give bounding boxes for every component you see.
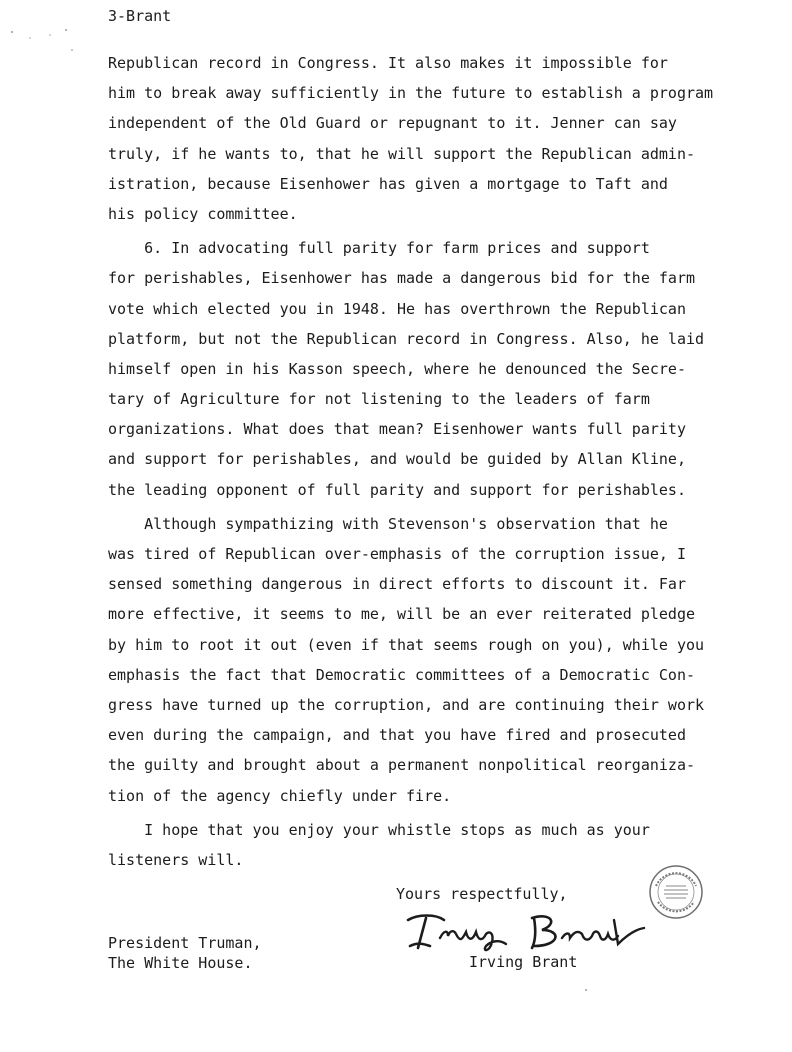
text-line: 6. In advocating full parity for farm prices and support <box>108 239 650 258</box>
text-line: emphasis the fact that Democratic committees of a Democratic Con- <box>108 665 695 684</box>
text-line: for perishables, Eisenhower has made a dangerous bid for the farm <box>108 269 695 288</box>
text-line: by him to root it out (even if that seems rough on you), while you <box>108 635 705 654</box>
typed-signer-name: Irving Brant <box>469 953 578 971</box>
text-line: istration, because Eisenhower has given a mortgage to Taft and <box>108 174 668 193</box>
recipient-address: The White House. <box>108 954 253 972</box>
text-line: organizations. What does that mean? Eisenhower wants full parity <box>108 420 686 439</box>
text-line: tion of the agency chiefly under fire. <box>108 786 452 805</box>
text-line: his policy committee. <box>108 204 298 223</box>
recipient-block <box>108 933 262 973</box>
text-line: platform, but not the Republican record in Congress. Also, he laid <box>108 329 705 348</box>
complimentary-close: Yours respectfully, <box>396 885 568 903</box>
text-line: the leading opponent of full parity and support for perishables. <box>108 480 686 499</box>
text-line: was tired of Republican over-emphasis of the corruption issue, I <box>108 545 686 563</box>
text-line: even during the campaign, and that you have fired and prosecuted <box>108 726 686 745</box>
text-line: sensed something dangerous in direct efforts to discount it. Far <box>108 575 686 594</box>
text-line: listeners will. <box>108 850 244 869</box>
text-line: the guilty and brought about a permanent nonpolitical reorganiza- <box>108 756 695 775</box>
library-stamp <box>648 864 704 920</box>
page-label: 3-Brant <box>108 7 172 25</box>
text-line: himself open in his Kasson speech, where he denounced the Secre- <box>108 359 686 378</box>
letter-body <box>108 48 728 875</box>
handwritten-signature <box>396 900 656 960</box>
text-line: more effective, it seems to me, will be an ever reiterated pledge <box>108 605 695 624</box>
text-line: and support for perishables, and would be guided by Allan Kline, <box>108 450 686 469</box>
text-line: gress have turned up the corruption, and are continuing their work <box>108 695 705 714</box>
text-line: independent of the Old Guard or repugnant to it. Jenner can say <box>108 114 677 133</box>
text-line: I hope that you enjoy your whistle stops as much as your <box>108 820 650 839</box>
recipient-name: President Truman, <box>108 934 262 952</box>
text-line: tary of Agriculture for not listening to the leaders of farm <box>108 390 650 409</box>
text-line: vote which elected you in 1948. He has overthrown the Republican <box>108 299 686 318</box>
text-line: truly, if he wants to, that he will support the Republican admin- <box>108 144 695 163</box>
page-header <box>108 6 171 26</box>
text-line: Republican record in Congress. It also makes it impossible for <box>108 54 668 72</box>
text-line: Although sympathizing with Stevenson's observation that he <box>108 514 668 533</box>
text-line: him to break away sufficiently in the future to establish a program <box>108 84 714 103</box>
